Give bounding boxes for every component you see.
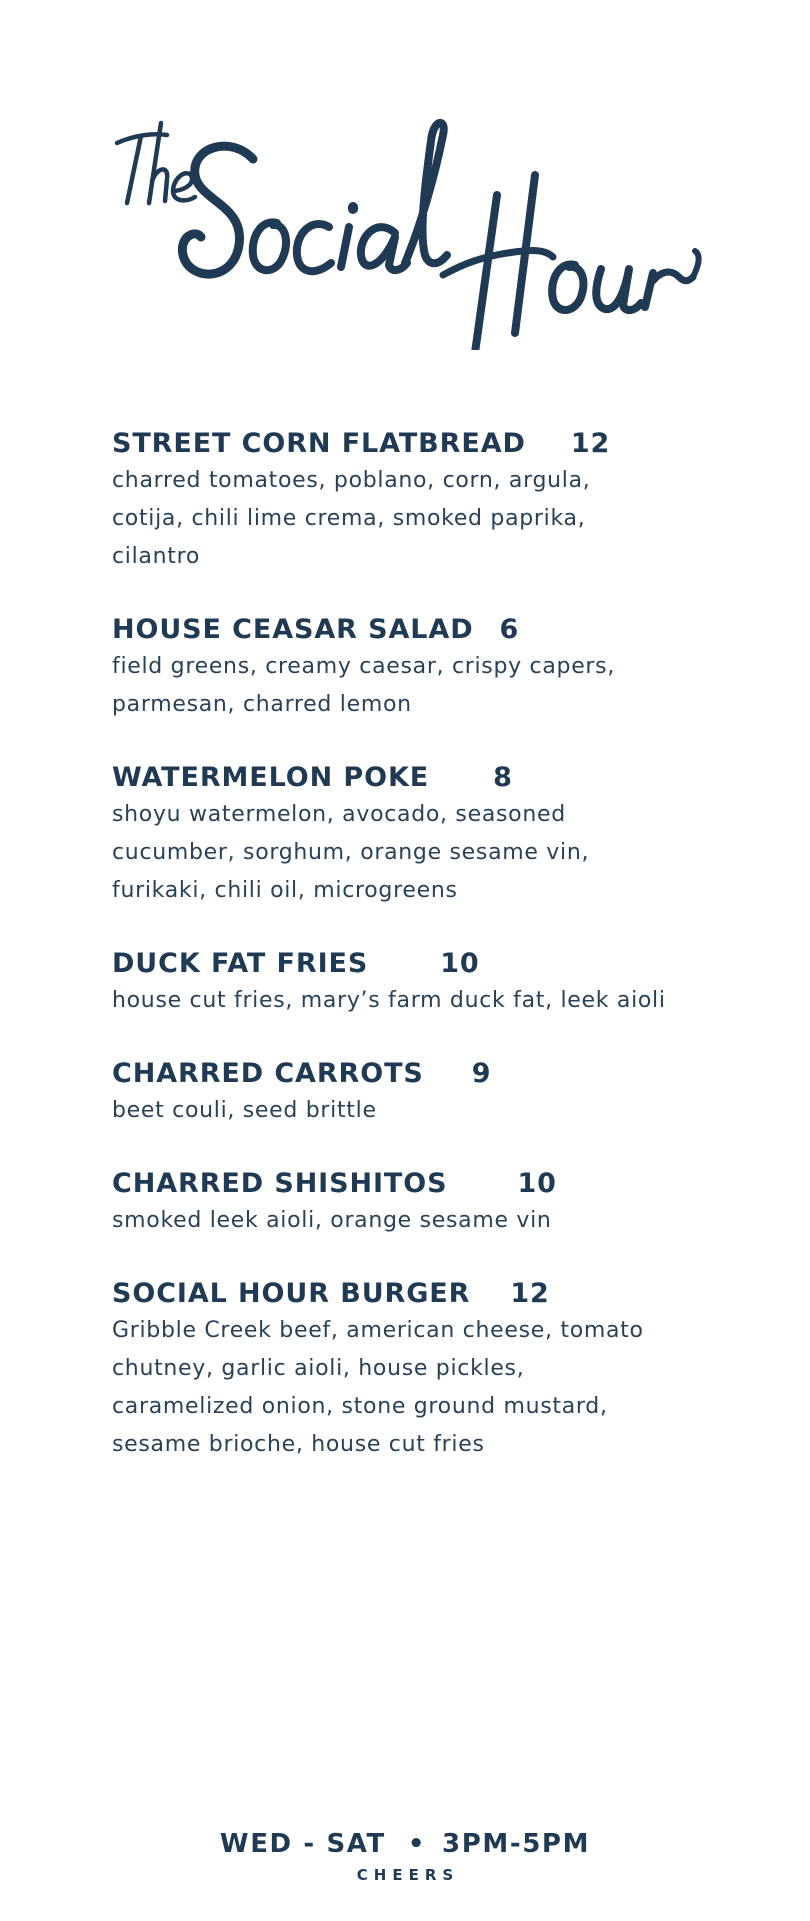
menu-item: [112, 1168, 732, 1240]
description-line: shoyu watermelon, avocado, seasoned: [112, 802, 566, 827]
menu-item-header: [112, 1058, 732, 1090]
menu-item-price: 12: [510, 1278, 550, 1309]
menu-item-description: [112, 1202, 732, 1240]
description-line: field greens, creamy caesar, crispy capers,: [112, 654, 616, 679]
menu-item-price: 8: [493, 762, 513, 793]
description-line: Gribble Creek beef, american cheese, tomato: [112, 1318, 644, 1343]
menu-item-header: [112, 614, 732, 646]
description-line: sesame brioche, house cut fries: [112, 1432, 485, 1457]
menu-item-name: SOCIAL HOUR BURGER: [112, 1278, 471, 1309]
menu-item: [112, 614, 732, 724]
menu-item-name: CHARRED SHISHITOS: [112, 1168, 448, 1199]
description-line: cucumber, sorghum, orange sesame vin,: [112, 840, 590, 865]
menu-item-price: 12: [570, 428, 611, 459]
description-line: caramelized onion, stone ground mustard,: [112, 1394, 608, 1419]
menu-footer: [0, 1828, 810, 1884]
menu-item: [112, 428, 732, 576]
menu-item-name: DUCK FAT FRIES: [112, 948, 369, 979]
bullet-separator: •: [407, 1829, 427, 1859]
description-line: cilantro: [112, 544, 200, 569]
menu-item-header: [112, 762, 732, 794]
menu-item-header: [112, 948, 732, 980]
menu-item-header: [112, 1278, 732, 1310]
service-hours: [0, 1828, 810, 1860]
menu-item: [112, 948, 732, 1020]
description-line: cotija, chili lime crema, smoked paprika,: [112, 506, 586, 531]
menu-item-name: CHARRED CARROTS: [112, 1058, 424, 1089]
menu-item-description: [112, 462, 732, 576]
description-line: furikaki, chili oil, microgreens: [112, 878, 458, 903]
menu-item-description: [112, 648, 732, 724]
description-line: charred tomatoes, poblano, corn, argula,: [112, 468, 591, 493]
signoff-text: CHEERS: [356, 1866, 460, 1884]
service-time: 3PM-5PM: [442, 1829, 591, 1859]
menu-item-header: [112, 428, 732, 460]
menu-item-price: 9: [471, 1058, 492, 1089]
menu-item-name: STREET CORN FLATBREAD: [112, 428, 526, 459]
menu-item: [112, 1278, 732, 1464]
menu-item: [112, 1058, 732, 1130]
menu-item-price: 10: [517, 1168, 557, 1199]
description-line: smoked leek aioli, orange sesame vin: [112, 1208, 552, 1233]
menu-items-list: [112, 428, 732, 1464]
menu-item-description: [112, 1312, 732, 1464]
description-line: chutney, garlic aioli, house pickles,: [112, 1356, 525, 1381]
description-line: beet couli, seed brittle: [112, 1098, 377, 1123]
menu-item-name: WATERMELON POKE: [112, 762, 430, 793]
menu-item-description: [112, 982, 732, 1020]
description-line: house cut fries, mary’s farm duck fat, leek aioli: [112, 988, 666, 1013]
menu-item-description: [112, 1092, 732, 1130]
menu-item-price: 10: [440, 948, 480, 979]
menu-item: [112, 762, 732, 910]
menu-item-header: [112, 1168, 732, 1200]
menu-item-description: [112, 796, 732, 910]
menu-title-logo: [105, 105, 725, 350]
service-days: WED - SAT: [219, 1829, 386, 1859]
menu-item-price: 6: [499, 614, 520, 645]
description-line: parmesan, charred lemon: [112, 692, 412, 717]
menu-item-name: HOUSE CEASAR SALAD: [112, 614, 474, 645]
